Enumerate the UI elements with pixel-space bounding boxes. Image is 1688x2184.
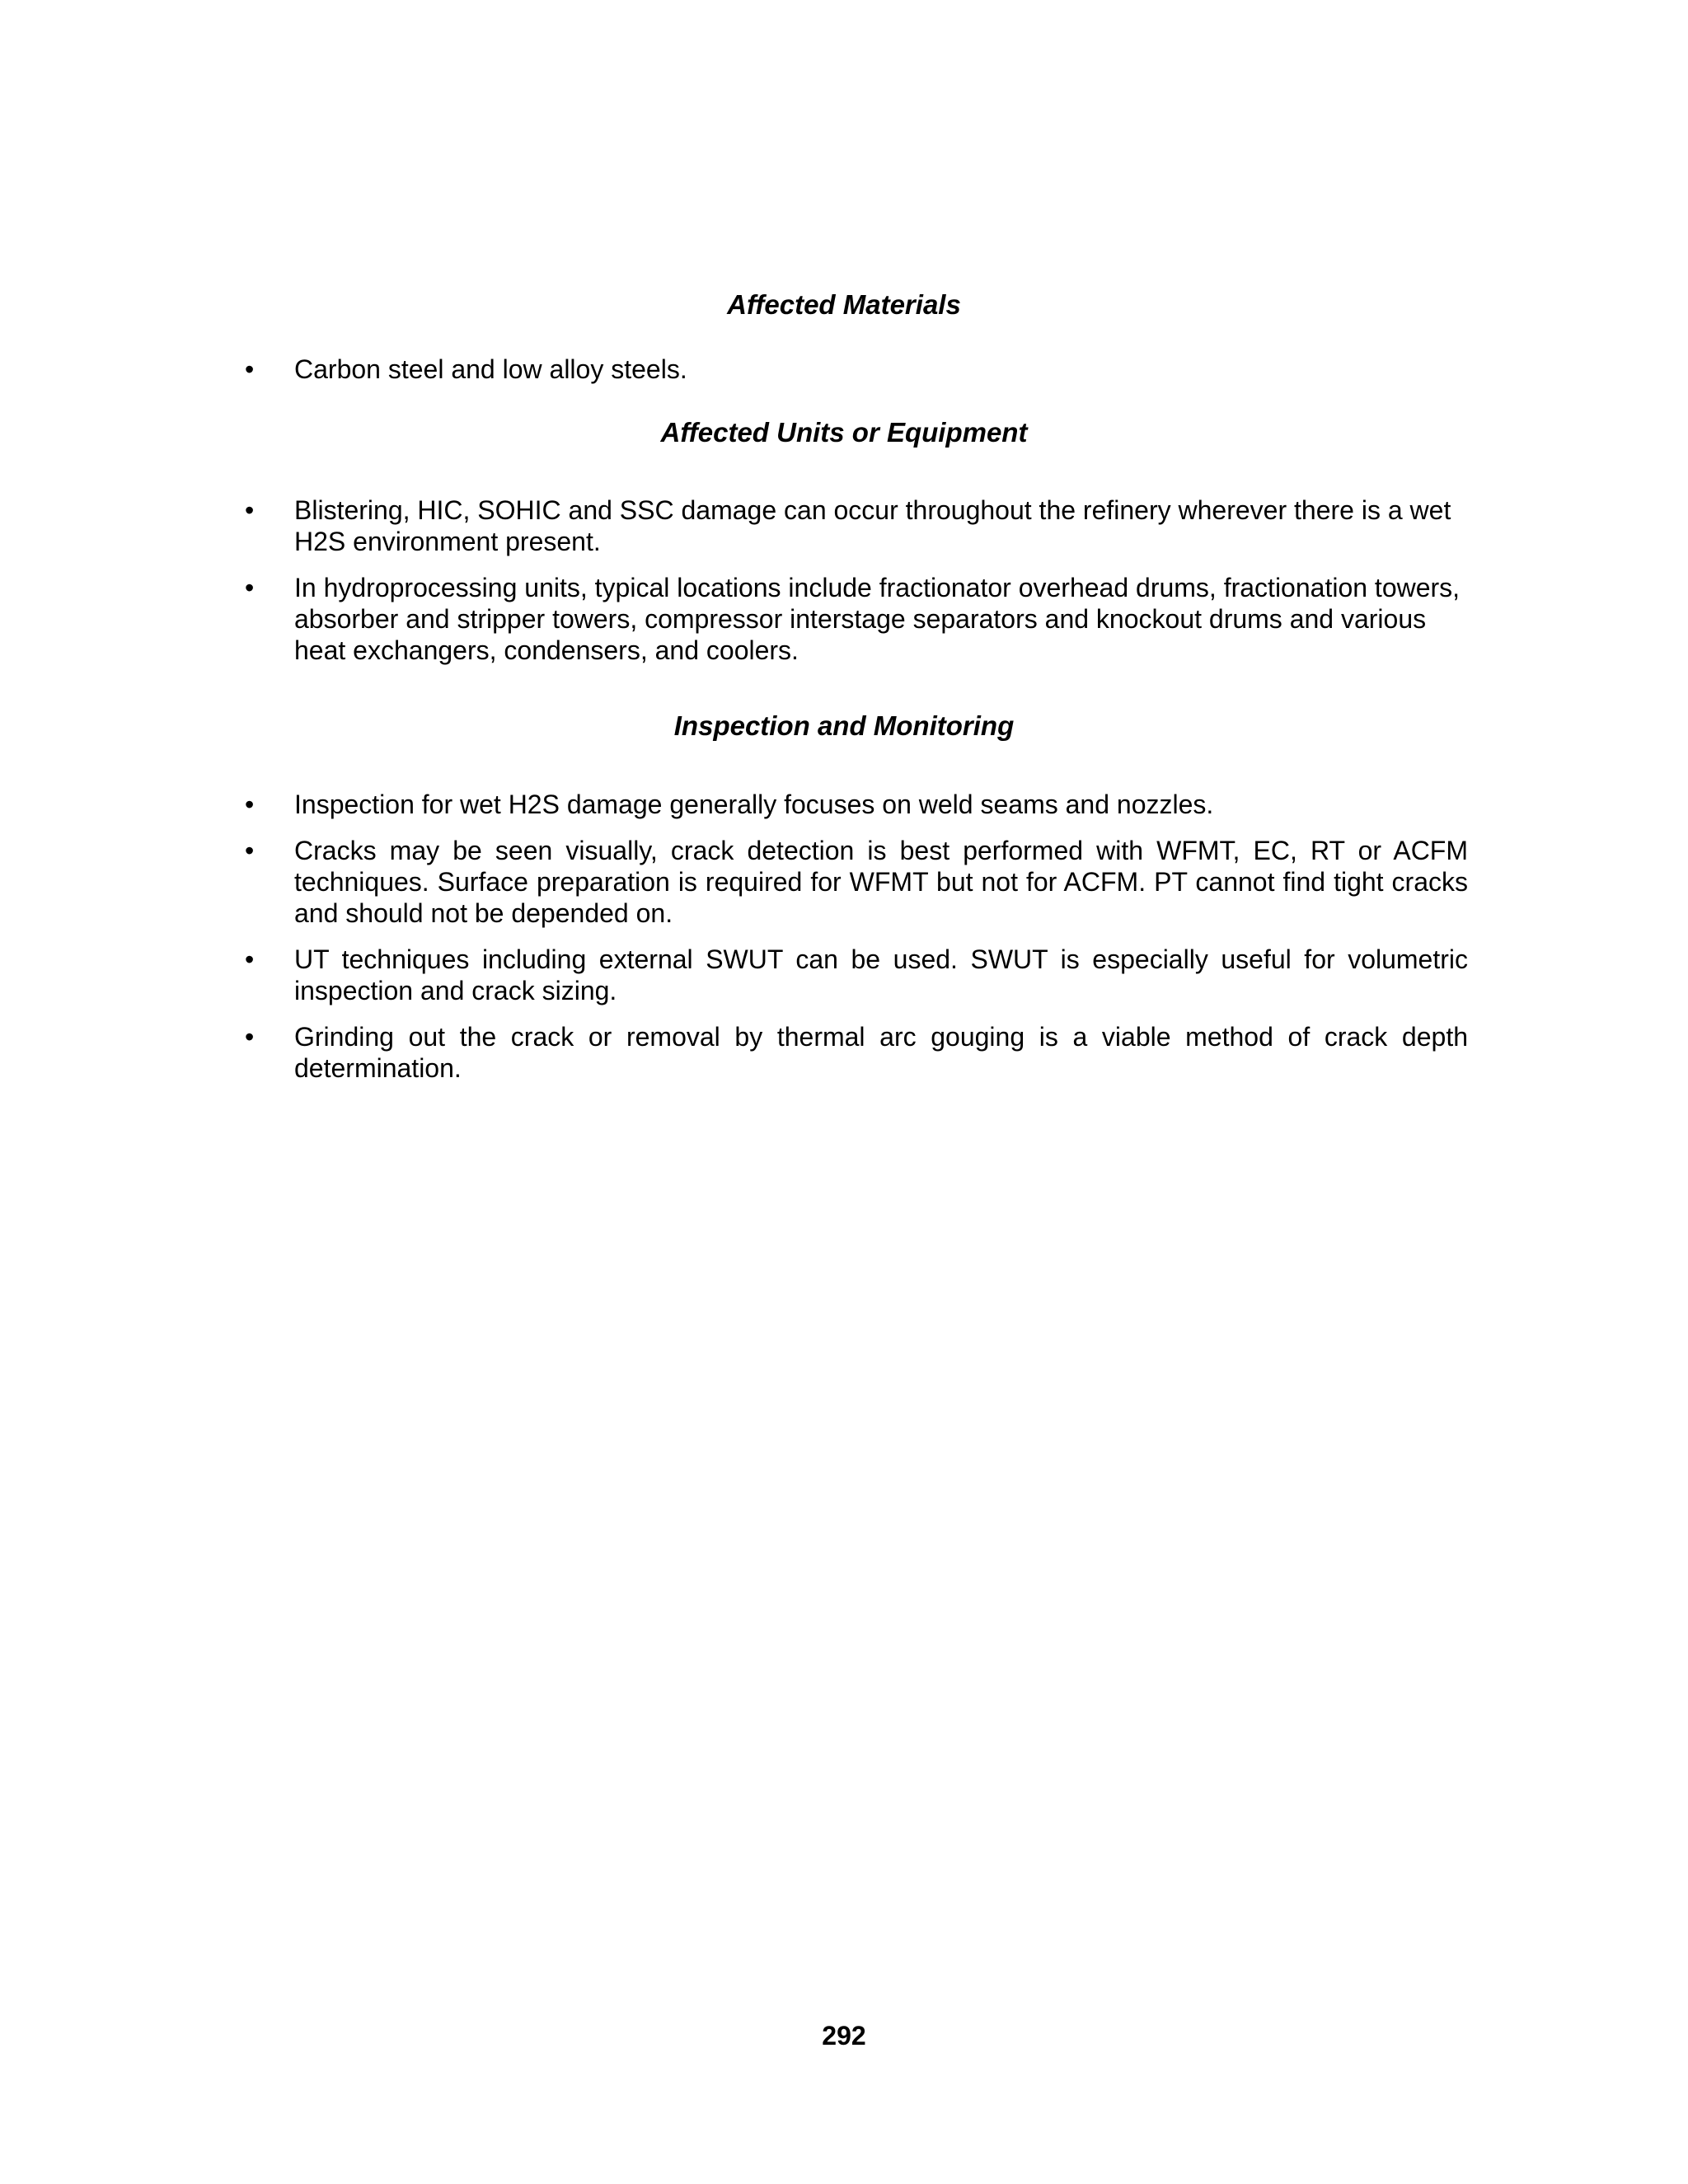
list-item-text: In hydroprocessing units, typical locations include fractionator overhead drums, fractionation towers, absorber and stripper towers, compressor interstage separators and knockout drums and various heat exchangers, condensers, and coolers.: [294, 573, 1461, 665]
bullet-glyph: •: [245, 573, 255, 602]
inspection-list: [0, 789, 1688, 1084]
list-item-text: Grinding out the crack or removal by thermal arc gouging is a viable method of crack depth determination.: [294, 1022, 1468, 1083]
list-item: [0, 494, 1468, 557]
list-item-text: Carbon steel and low alloy steels.: [294, 354, 687, 384]
list-item-text: Blistering, HIC, SOHIC and SSC damage can occur throughout the refinery wherever there is a wet H2S environment present.: [294, 495, 1451, 556]
list-item-text: Cracks may be seen visually, crack detection is best performed with WFMT, EC, RT or ACFM techniques. Surface preparation is required for WFMT but not for ACFM. PT cannot find tight cracks and should not be depended on.: [294, 836, 1468, 928]
list-item-text: UT techniques including external SWUT can be used. SWUT is especially useful for volumetric inspection and crack sizing.: [294, 944, 1468, 1005]
bullet-glyph: •: [245, 1022, 255, 1052]
bullet-glyph: •: [245, 836, 255, 865]
bullet-glyph: •: [245, 354, 255, 384]
list-item: [0, 572, 1468, 666]
section-heading-inspection: Inspection and Monitoring: [673, 710, 1015, 741]
list-item: [0, 944, 1468, 1006]
page-number: 292: [822, 2021, 866, 2050]
bullet-glyph: •: [245, 790, 255, 819]
section-heading-affected-materials: Affected Materials: [727, 289, 961, 320]
list-item: [0, 835, 1468, 929]
list-item: [0, 789, 1468, 820]
bullet-glyph: •: [245, 495, 255, 525]
bullet-glyph: •: [245, 944, 255, 974]
section-heading-affected-units: Affected Units or Equipment: [660, 417, 1028, 448]
list-item: [0, 354, 1468, 385]
list-item-text: Inspection for wet H2S damage generally focuses on weld seams and nozzles.: [294, 790, 1214, 819]
affected-units-list: [0, 494, 1688, 666]
list-item: [0, 1021, 1468, 1084]
affected-materials-list: [0, 354, 1688, 385]
